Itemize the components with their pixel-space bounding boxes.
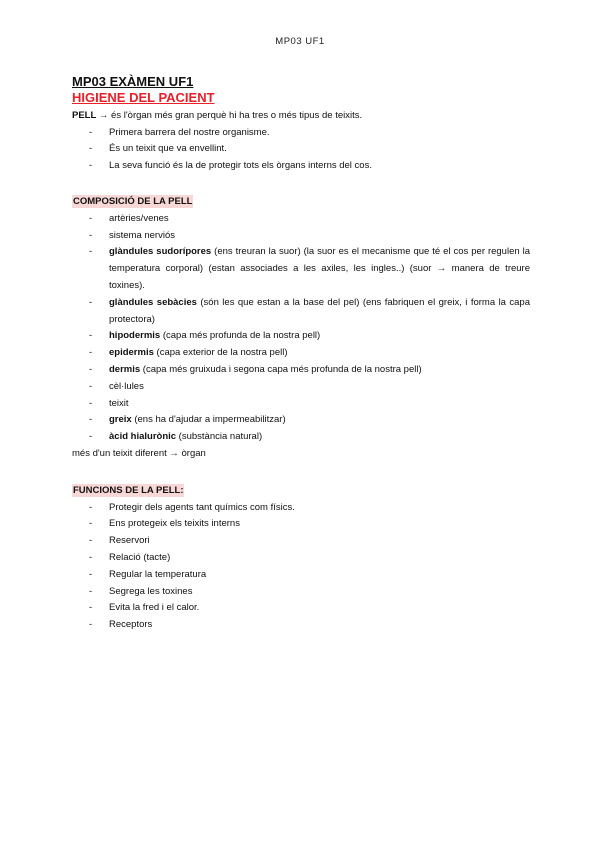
- list-item: - Ens protegeix els teixits interns: [72, 516, 530, 533]
- list-item: - Evita la fred i el calor.: [72, 600, 530, 617]
- document-title: MP03 EXÀMEN UF1: [72, 74, 194, 89]
- list-item: - Reservori: [72, 533, 530, 550]
- list-item: - greix (ens ha d'ajudar a impermeabilitzar): [72, 412, 530, 429]
- document-subtitle: HIGIENE DEL PACIENT: [72, 90, 215, 105]
- list-item: - Segrega les toxines: [72, 584, 530, 601]
- intro-text: → és l'òrgan més gran perquè hi ha tres o més tipus de teixits.: [96, 110, 363, 121]
- list-item: - És un teixit que va envellint.: [72, 141, 530, 158]
- list-item: - Primera barrera del nostre organisme.: [72, 125, 530, 142]
- list-item: - Receptors: [72, 617, 530, 634]
- functions-list: [72, 500, 530, 634]
- composition-list: [72, 211, 530, 446]
- document-body: [72, 74, 530, 634]
- list-item: - cèl·lules: [72, 379, 530, 396]
- page-header: MP03 UF1: [275, 36, 325, 47]
- list-item: - Relació (tacte): [72, 550, 530, 567]
- section-heading-functions: FUNCIONS DE LA PELL:: [73, 484, 184, 496]
- list-item: - Protegir dels agents tant químics com físics.: [72, 500, 530, 517]
- list-item: - hipodermis (capa més profunda de la nostra pell): [72, 328, 530, 345]
- list-item: - artèries/venes: [72, 211, 530, 228]
- list-item: - teixit: [72, 396, 530, 413]
- list-item: - glàndules sebàcies (són les que estan a la base del pel) (ens fabriquen el greix, i forma la capa protectora): [72, 295, 530, 329]
- list-item: - Regular la temperatura: [72, 567, 530, 584]
- list-item: - àcid hialurònic (substància natural): [72, 429, 530, 446]
- list-item: - sistema nerviós: [72, 228, 530, 245]
- composition-footer: més d'un teixit diferent → òrgan: [72, 448, 206, 460]
- intro-term: PELL: [72, 110, 97, 121]
- intro-list: [72, 125, 530, 175]
- list-item: - epidermis (capa exterior de la nostra pell): [72, 345, 530, 362]
- list-item: - glàndules sudorípores (ens treuran la suor) (la suor es el mecanisme que té el cos per regulen la temperatura corporal) (estan associades a les axiles, les ingles..) (suor → manera de treure toxines).: [72, 244, 530, 294]
- section-heading-composition: COMPOSICIÓ DE LA PELL: [73, 195, 193, 207]
- intro-paragraph: [72, 108, 530, 125]
- list-item: - La seva funció és la de protegir tots els òrgans interns del cos.: [72, 158, 530, 175]
- list-item: - dermis (capa més gruixuda i segona capa més profunda de la nostra pell): [72, 362, 530, 379]
